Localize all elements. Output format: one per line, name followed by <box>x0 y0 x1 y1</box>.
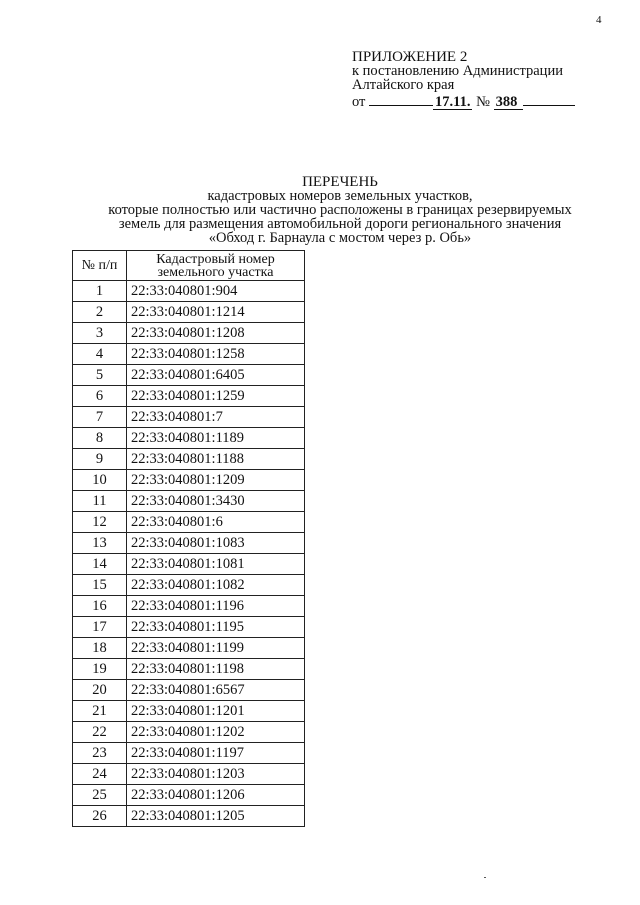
list-heading <box>40 175 640 245</box>
document-number: 388 <box>494 95 524 110</box>
row-number: 3 <box>73 323 127 344</box>
row-number: 22 <box>73 722 127 743</box>
table-row <box>73 302 305 323</box>
row-number: 9 <box>73 449 127 470</box>
cadastral-number: 22:33:040801:6567 <box>127 680 305 701</box>
cadastral-number: 22:33:040801:1209 <box>127 470 305 491</box>
cadastral-number: 22:33:040801:1199 <box>127 638 305 659</box>
cadastral-number: 22:33:040801:1203 <box>127 764 305 785</box>
cadastral-number: 22:33:040801:1202 <box>127 722 305 743</box>
table-row <box>73 785 305 806</box>
cadastral-number: 22:33:040801:1188 <box>127 449 305 470</box>
table-row <box>73 638 305 659</box>
table-row <box>73 659 305 680</box>
row-number: 4 <box>73 344 127 365</box>
heading-title: ПЕРЕЧЕНЬ <box>302 174 378 190</box>
cadastral-number: 22:33:040801:1196 <box>127 596 305 617</box>
table-row <box>73 323 305 344</box>
cadastral-number: 22:33:040801:3430 <box>127 491 305 512</box>
table-row <box>73 596 305 617</box>
row-number: 13 <box>73 533 127 554</box>
table-row <box>73 575 305 596</box>
table-row <box>73 512 305 533</box>
header-cadastral-line-2: земельного участка <box>157 264 274 280</box>
appendix-date-line <box>352 92 575 110</box>
cadastral-number: 22:33:040801:1081 <box>127 554 305 575</box>
row-number: 12 <box>73 512 127 533</box>
date-prefix: от <box>352 94 366 110</box>
cadastral-number: 22:33:040801:7 <box>127 407 305 428</box>
table-row <box>73 680 305 701</box>
number-blank <box>523 92 575 106</box>
table-row <box>73 470 305 491</box>
cadastral-number: 22:33:040801:1198 <box>127 659 305 680</box>
cadastral-number: 22:33:040801:1082 <box>127 575 305 596</box>
heading-line-1: кадастровых номеров земельных участков, <box>207 188 473 204</box>
row-number: 23 <box>73 743 127 764</box>
table-row <box>73 407 305 428</box>
date-blank <box>369 92 433 106</box>
appendix-block <box>352 50 575 110</box>
table-row <box>73 281 305 302</box>
cadastral-number: 22:33:040801:1083 <box>127 533 305 554</box>
table-row <box>73 722 305 743</box>
table-row <box>73 491 305 512</box>
table-row <box>73 743 305 764</box>
number-prefix: № <box>476 94 490 110</box>
table-row <box>73 617 305 638</box>
table-row <box>73 764 305 785</box>
row-number: 7 <box>73 407 127 428</box>
cadastral-table <box>72 250 305 827</box>
header-cadastral <box>127 251 305 281</box>
heading-line-4: «Обход г. Барнаула с мостом через р. Обь» <box>208 230 472 246</box>
appendix-line-1: к постановлению Администрации <box>352 63 563 79</box>
cadastral-number: 22:33:040801:1206 <box>127 785 305 806</box>
row-number: 16 <box>73 596 127 617</box>
row-number: 20 <box>73 680 127 701</box>
scan-dot <box>484 877 486 878</box>
table-header-row <box>73 251 305 281</box>
table-row <box>73 701 305 722</box>
row-number: 14 <box>73 554 127 575</box>
cadastral-number: 22:33:040801:6 <box>127 512 305 533</box>
table-row <box>73 365 305 386</box>
appendix-title: ПРИЛОЖЕНИЕ 2 <box>352 49 468 65</box>
table-body <box>73 281 305 827</box>
cadastral-number: 22:33:040801:1195 <box>127 617 305 638</box>
cadastral-number: 22:33:040801:1208 <box>127 323 305 344</box>
row-number: 18 <box>73 638 127 659</box>
row-number: 15 <box>73 575 127 596</box>
header-cadastral-line-1: Кадастровый номер <box>156 251 275 267</box>
table-row <box>73 449 305 470</box>
row-number: 2 <box>73 302 127 323</box>
row-number: 11 <box>73 491 127 512</box>
cadastral-number: 22:33:040801:1205 <box>127 806 305 827</box>
row-number: 8 <box>73 428 127 449</box>
cadastral-number: 22:33:040801:1259 <box>127 386 305 407</box>
row-number: 6 <box>73 386 127 407</box>
table-row <box>73 554 305 575</box>
row-number: 24 <box>73 764 127 785</box>
row-number: 21 <box>73 701 127 722</box>
header-number: № п/п <box>73 251 127 281</box>
page-number: 4 <box>596 14 602 26</box>
heading-line-3: земель для размещения автомобильной дороги регионального значения <box>118 216 562 232</box>
row-number: 5 <box>73 365 127 386</box>
table-row <box>73 806 305 827</box>
table-row <box>73 344 305 365</box>
cadastral-number: 22:33:040801:904 <box>127 281 305 302</box>
cadastral-number: 22:33:040801:6405 <box>127 365 305 386</box>
table-row <box>73 533 305 554</box>
cadastral-number: 22:33:040801:1258 <box>127 344 305 365</box>
cadastral-number: 22:33:040801:1189 <box>127 428 305 449</box>
cadastral-number: 22:33:040801:1197 <box>127 743 305 764</box>
row-number: 25 <box>73 785 127 806</box>
table-row <box>73 428 305 449</box>
row-number: 19 <box>73 659 127 680</box>
row-number: 10 <box>73 470 127 491</box>
document-date: 17.11. <box>435 94 471 110</box>
row-number: 1 <box>73 281 127 302</box>
cadastral-number: 22:33:040801:1201 <box>127 701 305 722</box>
row-number: 17 <box>73 617 127 638</box>
heading-line-2: которые полностью или частично расположены в границах резервируемых <box>108 202 572 218</box>
appendix-line-2: Алтайского края <box>352 77 455 93</box>
table-row <box>73 386 305 407</box>
row-number: 26 <box>73 806 127 827</box>
cadastral-number: 22:33:040801:1214 <box>127 302 305 323</box>
